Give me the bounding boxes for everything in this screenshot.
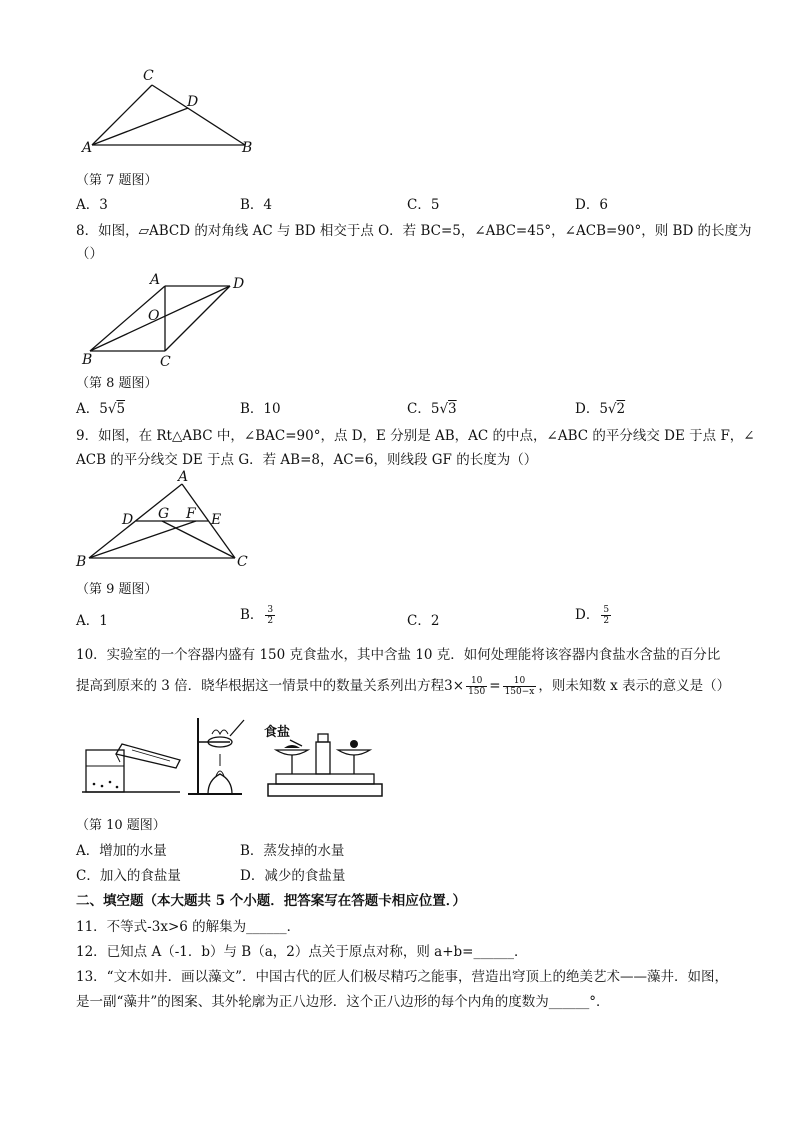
- q12-text: 12．已知点 A（-1．b）与 B（a，2）点关于原点对称，则 a+b=______．: [76, 944, 528, 960]
- figure-9-triangle: [74, 470, 254, 576]
- fig8-caption: （第 8 题图）: [76, 376, 158, 391]
- q10-option-c: C．加入的食盐量: [76, 868, 181, 884]
- fig9-label-d: D: [122, 512, 134, 528]
- q10-option-b: B．蒸发掉的水量: [240, 843, 345, 859]
- q10-option-d: D．减少的食盐量: [240, 868, 346, 884]
- q11-text: 11．不等式-3x>6 的解集为______．: [76, 919, 301, 935]
- fig7-label-d: D: [187, 94, 199, 110]
- q9-option-b: B． $\frac{3}{2}$: [240, 605, 274, 626]
- fig9-label-f: F: [186, 506, 196, 522]
- fig9-caption: （第 9 题图）: [76, 582, 158, 597]
- fig8-label-a: A: [150, 272, 161, 288]
- q8-option-c: C．5√3: [407, 401, 457, 417]
- q9-option-c: C．2: [407, 613, 440, 629]
- section-2-title: 二、填空题（本大题共 5 个小题．把答案写在答题卡相应位置．）: [76, 893, 467, 909]
- evaporation-stand-icon: [188, 718, 244, 794]
- q9-stem-line2: ACB 的平分线交 DE 于点 G．若 AB=8，AC=6，则线段 GF 的长度为（）: [76, 452, 538, 468]
- q13-line2: 是一副“藻井”的图案、其外轮廓为正八边形．这个正八边形的每个内角的度数为______°．: [76, 994, 610, 1010]
- fig9-label-b: B: [76, 554, 87, 570]
- q9-option-d: D． $\frac{5}{2}$: [575, 605, 610, 626]
- q10-option-a: A．增加的水量: [76, 843, 167, 859]
- q13-line1: 13．“文木如井．画以藻文”．中国古代的匠人们极尽精巧之能事，营造出穹顶上的绝美艺术——藻井．如图，: [76, 969, 728, 985]
- fig8-label-o: O: [148, 308, 160, 324]
- q10-stem-line2: 提高到原来的 3 倍．晓华根据这一情景中的数量关系列出方程3× $\frac{10}{150}$ = $\frac{10}{150-x}$ ，则未知数 x 表示的意义是（）: [76, 676, 731, 697]
- fig8-label-b: B: [82, 352, 93, 368]
- fig9-label-c: C: [237, 554, 248, 570]
- beaker-pouring-icon: [82, 744, 180, 792]
- fig7-label-a: A: [82, 140, 93, 156]
- fig7-label-c: C: [143, 68, 154, 84]
- fig8-label-d: D: [233, 276, 245, 292]
- fig8-label-c: C: [160, 354, 171, 370]
- fig7-label-b: B: [242, 140, 253, 156]
- q8-stem-line1: 8．如图，▱ABCD 的对角线 AC 与 BD 相交于点 O．若 BC=5，∠ABC=45°，∠ACB=90°，则 BD 的长度为: [76, 223, 752, 239]
- figure-10-lab-illustration: [80, 714, 390, 800]
- q10-stem-line1: 10．实验室的一个容器内盛有 150 克食盐水，其中含盐 10 克．如何处理能将该容器内食盐水含盐的百分比: [76, 647, 721, 663]
- q7-option-c: C．5: [407, 197, 440, 213]
- q7-option-b: B．4: [240, 197, 273, 213]
- q7-option-a: A．3: [76, 197, 108, 213]
- q9-stem-line1: 9．如图，在 Rt△ABC 中，∠BAC=90°，点 D，E 分别是 AB，AC 的中点，∠ABC 的平分线交 DE 于点 F，∠: [76, 428, 755, 444]
- fig9-label-a: A: [178, 470, 189, 485]
- figure-8-parallelogram: [78, 268, 253, 370]
- q8-option-b: B．10: [240, 401, 281, 417]
- fig9-label-g: G: [158, 506, 170, 522]
- balance-scale-icon: [268, 734, 382, 796]
- q8-stem-line2: （）: [76, 246, 103, 262]
- fig10-caption: （第 10 题图）: [76, 818, 166, 833]
- q7-option-d: D．6: [575, 197, 608, 213]
- q8-option-d: D．5√2: [575, 401, 626, 417]
- q9-option-a: A．1: [76, 613, 108, 629]
- fig9-label-e: E: [211, 512, 222, 528]
- salt-label: 食盐: [264, 725, 291, 740]
- fig7-caption: （第 7 题图）: [76, 173, 158, 188]
- figure-7-triangle: [80, 64, 270, 159]
- q8-option-a: A．5√5: [76, 401, 126, 417]
